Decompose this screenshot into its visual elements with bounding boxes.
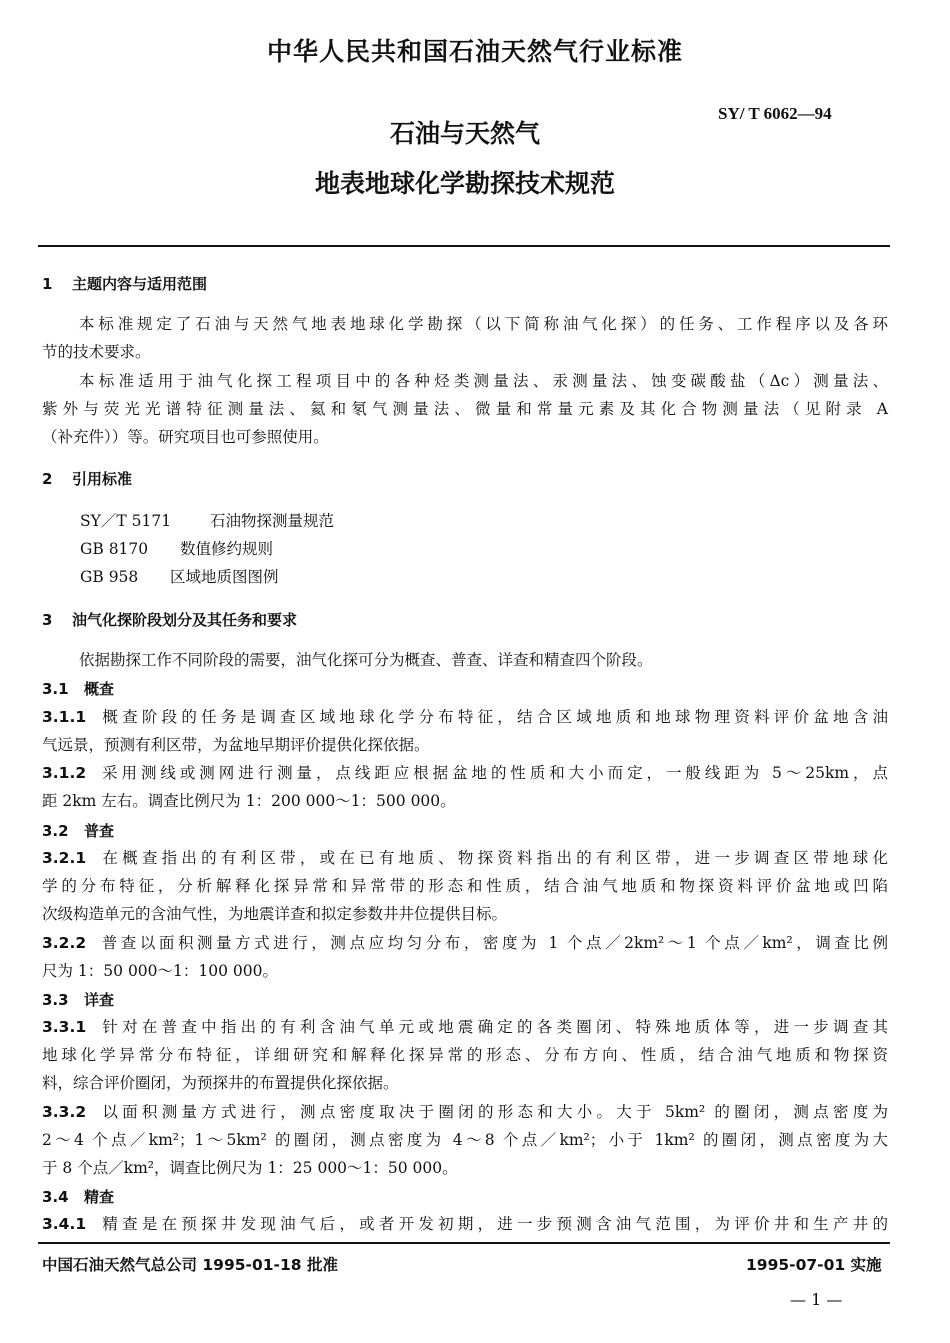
clause-text: 以面积测量方式进行，测点密度取决于圈闭的形态和大小。大于 5km² 的圈闭，测点密度为 <box>98 1103 888 1121</box>
clause-number: 3.1.2 <box>42 764 87 782</box>
clause-text: 精查是在预探井发现油气后，或者开发初期，进一步预测含油气范围，为评价井和生产井的 <box>98 1215 888 1233</box>
reference-name: 区域地质图图例 <box>170 568 279 586</box>
subsection-title: 详查 <box>84 991 115 1009</box>
paragraph-line: （补充件））等。研究项目也可参照使用。 <box>42 428 329 446</box>
clause-line: 于 8 个点／km²，调查比例尺为 1：25 000～1：50 000。 <box>42 1159 458 1177</box>
clause-line: 气远景，预测有利区带，为盆地早期评价提供化探依据。 <box>42 736 430 754</box>
clause-line <box>42 1214 888 1234</box>
org-title: 中华人民共和国石油天然气行业标准 <box>266 37 683 66</box>
subsection-title: 概查 <box>84 680 115 698</box>
reference-code: GB 8170 <box>80 540 149 558</box>
subsection-3-4-heading <box>42 1186 114 1207</box>
clause-line <box>42 848 888 868</box>
subsection-3-1-heading <box>42 678 114 699</box>
section-number: 2 <box>42 470 53 488</box>
reference-item <box>80 565 279 587</box>
clause-line <box>42 1102 888 1122</box>
reference-item <box>80 537 273 559</box>
page-number: — 1 — <box>790 1290 843 1309</box>
subsection-title: 普查 <box>84 822 115 840</box>
effective-date: 1995-07-01 实施 <box>746 1256 882 1274</box>
paragraph-line: 节的技术要求。 <box>42 343 151 361</box>
paragraph-line: 紫外与荧光光谱特征测量法、氦和氡气测量法、微量和常量元素及其化合物测量法（见附录 A <box>42 400 888 418</box>
clause-line: 距 2km 左右。调查比例尺为 1：200 000～1：500 000。 <box>42 792 456 810</box>
subsection-3-3-heading <box>42 989 114 1010</box>
section-1-heading <box>42 273 207 294</box>
doc-title-line1: 石油与天然气 <box>389 119 540 148</box>
clause-line <box>42 707 888 727</box>
paragraph-line: 本标准适用于油气化探工程项目中的各种烃类测量法、汞测量法、蚀变碳酸盐（Δc）测量法、 <box>79 372 888 390</box>
clause-line: 料，综合评价圈闭，为预探井的布置提供化探依据。 <box>42 1074 399 1092</box>
clause-line <box>42 933 888 953</box>
paragraph-line: 依据勘探工作不同阶段的需要，油气化探可分为概查、普查、详查和精查四个阶段。 <box>79 651 653 669</box>
clause-line: 2～4 个点／km²；1～5km² 的圈闭，测点密度为 4～8 个点／km²；小于 1km² 的圈闭，测点密度为大 <box>42 1131 888 1149</box>
clause-line <box>42 1017 888 1037</box>
clause-number: 3.4.1 <box>42 1215 87 1233</box>
subsection-3-2-heading <box>42 820 114 841</box>
clause-line: 尺为 1：50 000～1：100 000。 <box>42 962 278 980</box>
section-3-heading <box>42 609 297 630</box>
subsection-number: 3.2 <box>42 822 69 840</box>
header-divider <box>38 245 890 247</box>
doc-title-line2: 地表地球化学勘探技术规范 <box>314 169 615 198</box>
section-title: 主题内容与适用范围 <box>72 275 208 293</box>
paragraph-line: 本标准规定了石油与天然气地表地球化学勘探（以下简称油气化探）的任务、工作程序以及各环 <box>79 315 888 333</box>
standard-code: SY/ T 6062—94 <box>718 104 832 123</box>
clause-number: 3.2.2 <box>42 934 87 952</box>
clause-text: 采用测线或测网进行测量，点线距应根据盆地的性质和大小而定，一般线距为 5～25km，点 <box>98 764 888 782</box>
clause-line: 学的分布特征，分析解释化探异常和异常带的形态和性质，结合油气地质和物探资料评价盆地或凹陷 <box>42 877 888 895</box>
clause-line: 次级构造单元的含油气性，为地震详查和拟定参数井井位提供目标。 <box>42 905 508 923</box>
clause-number: 3.2.1 <box>42 849 87 867</box>
subsection-number: 3.4 <box>42 1188 69 1206</box>
clause-text: 针对在普查中指出的有利含油气单元或地震确定的各类圈闭、特殊地质体等，进一步调查其 <box>98 1018 888 1036</box>
section-title: 油气化探阶段划分及其任务和要求 <box>72 611 298 629</box>
clause-line: 地球化学异常分布特征，详细研究和解释化探异常的形态、分布方向、性质，结合油气地质和物探资 <box>42 1046 888 1064</box>
subsection-number: 3.1 <box>42 680 69 698</box>
clause-text: 普查以面积测量方式进行，测点应均匀分布，密度为 1 个点／2km²～1 个点／km²，调查比例 <box>98 934 888 952</box>
clause-number: 3.1.1 <box>42 708 87 726</box>
approval-note: 中国石油天然气总公司 1995-01-18 批准 <box>42 1256 338 1274</box>
clause-text: 在概查指出的有利区带，或在已有地质、物探资料指出的有利区带，进一步调查区带地球化 <box>98 849 888 867</box>
clause-text: 概查阶段的任务是调查区域地球化学分布特征，结合区域地质和地球物理资料评价盆地含油 <box>98 708 888 726</box>
reference-name: 数值修约规则 <box>180 540 274 558</box>
subsection-number: 3.3 <box>42 991 69 1009</box>
reference-item <box>80 509 334 531</box>
reference-code: GB 958 <box>80 568 139 586</box>
section-number: 1 <box>42 275 53 293</box>
subsection-title: 精查 <box>84 1188 115 1206</box>
clause-number: 3.3.2 <box>42 1103 87 1121</box>
reference-name: 石油物探测量规范 <box>210 512 335 530</box>
section-number: 3 <box>42 611 53 629</box>
clause-number: 3.3.1 <box>42 1018 87 1036</box>
section-2-heading <box>42 468 132 489</box>
footer-divider <box>38 1242 890 1244</box>
section-title: 引用标准 <box>72 470 133 488</box>
reference-code: SY／T 5171 <box>80 512 172 530</box>
clause-line <box>42 763 888 783</box>
